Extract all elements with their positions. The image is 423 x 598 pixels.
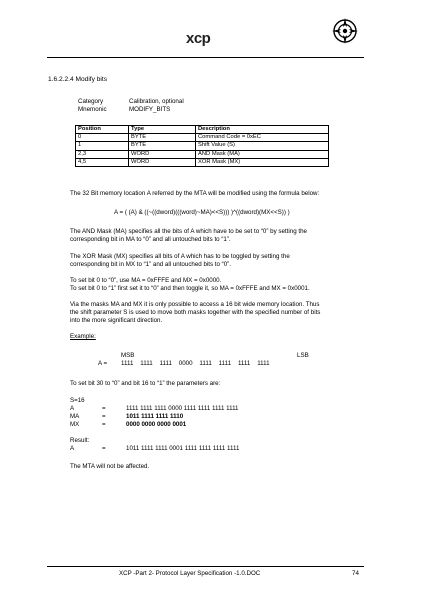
xcp-logo-text: xcp (186, 30, 211, 47)
example-a-bits: 1111 1111 1111 0000 1111 1111 1111 1111 (121, 360, 270, 367)
result-label: Result: (70, 437, 90, 444)
param-ma-eq: = (102, 413, 106, 420)
cell-description: Shift Value (S) (196, 142, 329, 150)
paragraph-masks-line2: the shift parameter S is used to move both masks together with the specified number of bits (70, 309, 321, 316)
cell-description: Command Code = 0xEC (196, 134, 329, 142)
mnemonic-value: MODIFY_BITS (129, 106, 171, 113)
table-row (76, 142, 329, 150)
param-ma-value: 1011 1111 1111 1110 (126, 413, 184, 420)
col-header-type: Type (129, 126, 196, 134)
paragraph-mta-note: The MTA will not be affected. (70, 463, 150, 470)
command-table (75, 125, 329, 167)
section-title: 1.6.2.2.4 Modify bits (48, 76, 108, 83)
table-header-row (76, 126, 329, 134)
paragraph-xor-mask-line2: corresponding bit in MX to “1” and all untouched bits to “0”. (70, 261, 231, 268)
cell-type: BYTE (129, 134, 196, 142)
paragraph-masks-line3: into the more significant direction. (70, 317, 163, 324)
result-a-value: 1011 1111 1111 0001 1111 1111 1111 1111 (126, 445, 240, 452)
param-a-value: 1111 1111 1111 0000 1111 1111 1111 1111 (126, 405, 239, 412)
param-a-label: A (70, 405, 75, 412)
paragraph-set-bit-line2: To set bit 0 to “1” first set it to “0” and then toggle it, so MA = 0xFFFE and MX = 0x0001. (70, 285, 310, 292)
result-a-eq: = (102, 445, 106, 452)
cell-type: WORD (129, 150, 196, 158)
result-a-label: A (70, 445, 75, 452)
table-row (76, 150, 329, 158)
cell-position: 1 (76, 142, 129, 150)
example-a-label: A = (98, 360, 108, 367)
param-mx-value: 0000 0000 0000 0001 (126, 421, 187, 428)
paragraph-and-mask-line2: corresponding bit in MA to “0” and all untouched bits to “1”. (70, 236, 231, 243)
paragraph-masks-line1: Via the masks MA and MX it is only possible to access a 16 bit wide memory location. Thus (70, 301, 320, 308)
category-value: Calibration, optional (129, 98, 184, 105)
param-ma-label: MA (70, 413, 80, 420)
msb-label: MSB (121, 352, 135, 359)
paragraph-intro: The 32 Bit memory location A referred by the MTA will be modified using the formula below: (70, 190, 320, 197)
header-rule (47, 57, 364, 58)
category-label: Category (78, 98, 104, 105)
col-header-description: Description (196, 126, 329, 134)
param-a-eq: = (102, 405, 106, 412)
modify-formula: A = ( (A) & ((~((dword)(((word)~MA)<<S))) )^((dword)(MX<<S)) ) (114, 209, 290, 216)
cell-type: WORD (129, 158, 196, 166)
table-row (76, 134, 329, 142)
compass-emblem-icon (331, 17, 359, 45)
paragraph-xor-mask-line1: The XOR Mask (MX) specifies all bits of A which has to be toggled by setting the (70, 253, 290, 260)
shift-value-line: S=16 (70, 397, 85, 404)
param-mx-eq: = (102, 421, 106, 428)
cell-type: BYTE (129, 142, 196, 150)
paragraph-and-mask-line1: The AND Mask (MA) specifies all the bits of A which have to be set to “0” by setting the (70, 228, 307, 235)
cell-description: XOR Mask (MX) (196, 158, 329, 166)
cell-description: AND Mask (MA) (196, 150, 329, 158)
table-row (76, 158, 329, 166)
cell-position: 2,3 (76, 150, 129, 158)
paragraph-parameters: To set bit 30 to “0” and bit 16 to “1” the parameters are: (70, 380, 221, 387)
lsb-label: LSB (297, 352, 309, 359)
footer-rule (47, 566, 364, 567)
footer-doc-title: XCP -Part 2- Protocol Layer Specification -1.0.DOC (119, 570, 261, 577)
example-heading: Example: (70, 333, 96, 340)
cell-position: 0 (76, 134, 129, 142)
paragraph-set-bit-line1: To set bit 0 to “0”, use MA = 0xFFFE and MX = 0x0000. (70, 277, 222, 284)
col-header-position: Position (76, 126, 129, 134)
cell-position: 4,5 (76, 158, 129, 166)
mnemonic-label: Mnemonic (78, 106, 107, 113)
param-mx-label: MX (70, 421, 80, 428)
page-number: 74 (352, 570, 359, 577)
